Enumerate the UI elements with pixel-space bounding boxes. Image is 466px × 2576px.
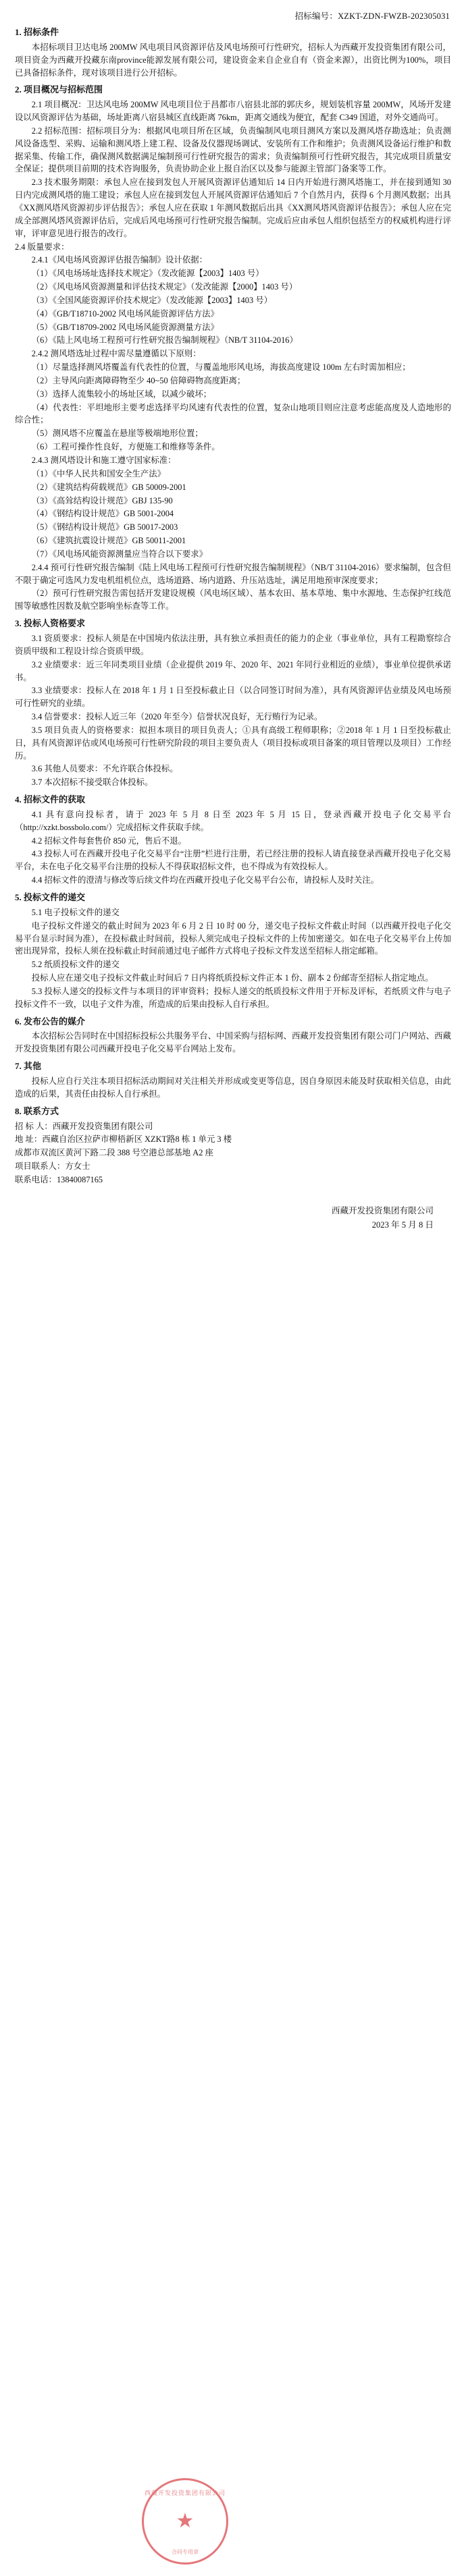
paragraph: 4.2 招标文件每套售价 850 元，售后不退。 bbox=[31, 835, 187, 846]
contact-line: 地 址：西藏自治区拉萨市柳梧新区 XZKT路8 栋 1 单元 3 楼 bbox=[15, 1134, 232, 1145]
paragraph: （1）尽量选择测风塔覆盖有代表性的位置，与覆盖地形风电场，海拔高度建设 100m 左右时需加相应； bbox=[31, 362, 411, 373]
section-heading-7: 7. 其他 bbox=[15, 1061, 42, 1072]
paragraph: （5）测风塔不应覆盖在悬崖等极端地形位置； bbox=[31, 429, 203, 439]
paragraph: （7）《风电场风能资源测量应当符合以下要求》 bbox=[31, 549, 207, 559]
paragraph: （3）选择人流集较小的场址区域，以减少破坏； bbox=[31, 389, 212, 399]
section-heading-6: 6. 发布公告的媒介 bbox=[15, 1016, 86, 1026]
paragraph: 5.1 电子投标文件的递交 bbox=[31, 907, 120, 917]
paragraph: 2.2 招标范围：招标项目分为：根据风电项目所在区域，负责编制风电项目测风方案以及测风塔存勘选址；负责测风设备选型、采购、运输和测风塔上建工程、设备及仪器现场调试、安装所有工作和维护；负责测风设备运行维护和数据采集、传输工作，确保测风数据满足编制预可行性研究报告的需求；负责编制预可行性研究报告，其完成项目质量安全保证；提供项目前期的技术咨询服务，负责协助企业上报自治区以及参与能源主管部门备案等工作。 bbox=[15, 126, 451, 174]
section-heading-2: 2. 项目概况与招标范围 bbox=[15, 84, 103, 95]
paragraph: （6）工程可操作性良好，方便施工和维修等条件。 bbox=[31, 442, 220, 452]
official-seal-stamp bbox=[142, 2478, 228, 2565]
paragraph: （3）《高耸结构设计规范》GBJ 135-90 bbox=[31, 495, 173, 505]
paragraph: 2.3 技术服务期限：承包人应在接到发包人开展风资源评估通知后 14 日内开始进行测风塔施工，并在接到通知 30 日内完成测风塔的施工建设；承包人应在接到发包人开展风资源评估通知后 7 个自然月内，获得 6 个月测风数据；出具《XX测风塔风资源初步评估报告》；承包人应在获取 1 年测风数据后出具《XX测风塔风资源评估报告》；承包人应在完成全部测风塔风资源评估后，完成后风电场预可行性研究报告编制。完成后应由承包人组织包括至方的权威机构进行评审，评审意见进行报告的改行。 bbox=[15, 177, 451, 238]
paragraph: 2.4.1《风电场风资源评估报告编制》设计依据： bbox=[31, 255, 207, 265]
paragraph: 3.2 业绩要求：近三年同类项目业绩（企业提供 2019 年、2020 年、2021 年同行业相近的业绩），事业单位提供承诺书。 bbox=[15, 659, 451, 682]
paragraph: 4.1 具有意向投标者，请于 2023 年 5 月 8 日至 2023 年 5 月 15 日，登录西藏开投电子化交易平台（http://xzkt.bossbolo.com/）完成招标文件获取手续。 bbox=[15, 809, 451, 832]
paragraph: （4）代表性：平坦地形主要考虑选择平均风速有代表性的位置，复杂山地项目则应注意考虑能高度及人造地形的综合性； bbox=[15, 402, 451, 425]
contact-line: 项目联系人：方女士 bbox=[15, 1161, 90, 1172]
section-heading-8: 8. 联系方式 bbox=[15, 1105, 59, 1116]
contact-line: 成都市双流区黄河下路二段 388 号空港总部基地 A2 座 bbox=[15, 1148, 213, 1158]
signature-company: 西藏开发投资集团有限公司 bbox=[331, 1205, 434, 1215]
paragraph: 本招标项目卫达电场 200MW 风电项目风资源评估及风电场预可行性研究，招标人为西藏开发投资集团有限公司，项目资金为西藏开投藏东南province能源发展有限公司，建设资金来自企业自有（资金来源），出资比例为100%，项目已具备招标条件，现对该项目进行公开招标。 bbox=[15, 42, 451, 78]
contact-line: 联系电话：13840087165 bbox=[15, 1174, 103, 1184]
signature-date: 2023 年 5 月 8 日 bbox=[371, 1220, 434, 1230]
contact-line: 招 标 人：西藏开发投资集团有限公司 bbox=[15, 1121, 153, 1131]
paragraph: 3.1 资质要求：投标人须是在中国境内依法注册，具有独立承担责任的能力的企业（事业单位，具有工程勘察综合资质甲级和工程设计综合资质甲级。 bbox=[15, 633, 451, 656]
paragraph: （1）《中华人民共和国安全生产法》 bbox=[31, 468, 166, 478]
paragraph: （3）《全国风能资源评价技术规定》（发改能源【2003】1403 号） bbox=[31, 295, 273, 305]
paragraph: （2）预可行性研究报告需包括开发建设规模（风电场区域）、基本农田、基本草地、集中水源地、生态保护红线范围等敏感性因数及航空影响坐标查等工作。 bbox=[15, 588, 451, 611]
paragraph: 2.4.4 预可行性研究报告编制《陆上风电场工程预可行性研究报告编制规程》（NB/T 31104-2016）要求编制，包含但不限于确定可选风力发电机组机位点，选场道路、场内道路、升压站选址，满足用地预审深度要求； bbox=[15, 562, 451, 585]
paragraph: （6）《建筑抗震设计规范》GB 50011-2001 bbox=[31, 536, 186, 546]
paragraph: （4）《GB/T18710-2002 风电场风能资源评估方法》 bbox=[31, 308, 219, 319]
paragraph: 5.3 投标人递交的投标文件与本项目的评审资料；投标人递交的纸质投标文件用于开标及评标，若纸质文件与电子投标文件不一致，以电子文件为准，所造成的后果由投标人自行承担。 bbox=[15, 986, 451, 1009]
paragraph: 3.6 其他人员要求：不允许联合体投标。 bbox=[31, 764, 178, 774]
seal-bottom-text: 合同专用章 bbox=[172, 2549, 199, 2555]
paragraph: 3.4 信誉要求：投标人近三年（2020 年至今）信誉状况良好，无行贿行为记录。 bbox=[31, 712, 323, 722]
signature-block bbox=[15, 1204, 451, 1233]
paragraph: 2.4.3 测风塔设计和施工遵守国家标准： bbox=[31, 456, 176, 465]
paragraph: 4.4 招标文件的澄清与修改等后续文件均在西藏开投电子化交易平台公布，请投标人及时关注。 bbox=[31, 875, 380, 885]
paragraph: 本次招标公告同时在中国招标投标公共服务平台、中国采购与招标网、西藏开发投资集团有限公司门户网站、西藏开发投资集团有限公司西藏开投电子化交易平台网站上发布。 bbox=[15, 1031, 451, 1054]
paragraph: （2）《风电场风资源测量和评估技术规定》（发改能源【2000】1403 号） bbox=[31, 282, 298, 292]
paragraph: 3.5 项目负责人的资格要求：拟担本项目的项目负责人；①具有高级工程师职称；②2018 年 1 月 1 日至投标截止日，具有风资源评估或风电场预可行性研究阶段的项目主要负责人（项目投标或项目备案的项目管理以及项目）工作经历。 bbox=[15, 725, 451, 761]
section-heading-3: 3. 投标人资格要求 bbox=[15, 618, 86, 629]
section-heading-4: 4. 招标文件的获取 bbox=[15, 794, 86, 805]
paragraph: 2.1 项目概况：卫达风电场 200MW 风电项目位于昌都市八宿县北部的郭庆乡，规划装机容量 200MW，风场开发建设以风资源评估为基础，场址距离八宿县城区直线距离 76km，距离交通线为便宜，配套 C349 国道，对外交通尚可。 bbox=[15, 100, 451, 123]
star-icon: ★ bbox=[176, 2510, 195, 2532]
paragraph: 电子投标文件递交的截止时间为 2023 年 6 月 2 日 10 时 00 分，递交电子投标文件截止时间（以西藏开投电子化交易平台显示时间为准），在投标截止时间前，投标人须完成电子投标文件的上传加密递交。如在电子化交易平台上传加密出现异常，投标人须在投标截止时间前通过电子邮件方式将电子投标文件发送至招标人指定邮箱。 bbox=[15, 921, 451, 956]
paragraph: 5.2 纸质投标文件的递交 bbox=[31, 960, 120, 970]
paragraph: （5）《GB/T18709-2002 风电场风能资源测量方法》 bbox=[31, 322, 219, 332]
paragraph: （1）《风电场场址选择技术规定》（发改能源【2003】1403 号） bbox=[31, 269, 264, 279]
paragraph: （5）《钢结构设计规范》GB 50017-2003 bbox=[31, 522, 178, 532]
tender-number: 招标编号：XZKT-ZDN-FWZB-202305031 bbox=[294, 11, 450, 21]
paragraph: 2.4.2 测风塔选址过程中需尽量遵循以下原则： bbox=[31, 349, 201, 359]
paragraph: 投标人应自行关注本项目招标活动期间对关注相关并形成或变更等信息，因自身原因未能及时获取相关信息，由此造成的后果，其责任由投标人自行承担。 bbox=[15, 1076, 451, 1099]
section-heading-5: 5. 投标文件的递交 bbox=[15, 892, 86, 902]
paragraph: 投标人应在递交电子投标文件截止时间后 7 日内将纸质投标文件正本 1 份、副本 2 份邮寄至招标人指定地点。 bbox=[31, 973, 434, 983]
paragraph: （2）主导风向距离障碍物至少 40~50 倍障碍物高度距离； bbox=[31, 375, 246, 385]
paragraph: 3.7 本次招标不接受联合体投标。 bbox=[31, 777, 153, 788]
paragraph: （4）《钢结构设计规范》GB 5001-2004 bbox=[31, 509, 174, 519]
seal-ring-text: 西藏开发投资集团有限公司 bbox=[144, 2490, 226, 2496]
paragraph: 4.3 投标人可在西藏开投电子化交易平台“注册”栏进行注册，若已经注册的投标人请直接登录西藏开投电子化交易平台，未在电子化交易平台注册的投标人不得获取招标文件，也不得成为有效投标人。 bbox=[15, 849, 451, 872]
section-heading-1: 1. 招标条件 bbox=[15, 27, 59, 37]
subsection-heading-2-4: 2.4 版量要求： bbox=[15, 242, 70, 252]
paragraph: 3.3 业绩要求：投标人在 2018 年 1 月 1 日至投标截止日（以合同签订时间为准），具有风资源评估业绩及风电场预可行性研究的业绩。 bbox=[15, 686, 451, 709]
paragraph: （2）《建筑结构荷载规范》GB 50009-2001 bbox=[31, 482, 186, 492]
paragraph: （6）《陆上风电场工程预可行性研究报告编制规程》（NB/T 31104-2016） bbox=[31, 335, 298, 346]
